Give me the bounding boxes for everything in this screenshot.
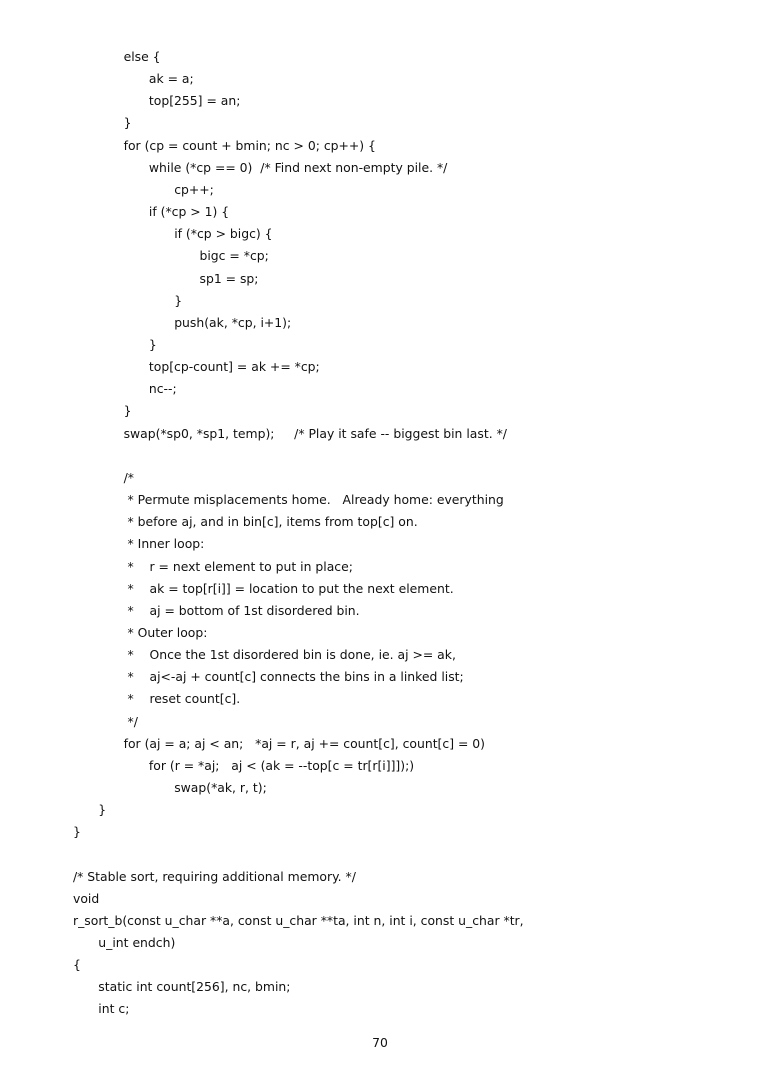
code-line: }	[174, 292, 183, 308]
code-line: }	[123, 115, 132, 131]
code-line: swap(*sp0, *sp1, temp); /* Play it safe -- biggest bin last. */	[123, 425, 507, 441]
code-line: * Outer loop:	[123, 624, 208, 640]
code-line: * Once the 1st disordered bin is done, ie. aj >= ak,	[123, 647, 456, 662]
code-line: * Permute misplacements home. Already home: everything	[123, 492, 504, 507]
code-line: top[255] = an;	[148, 93, 241, 109]
code-line: push(ak, *cp, i+1);	[174, 314, 292, 330]
code-line: for (aj = a; aj < an; *aj = r, aj += count[c], count[c] = 0)	[123, 735, 486, 751]
code-line: * before aj, and in bin[c], items from top[c] on.	[123, 514, 418, 530]
code-line: /* Stable sort, requiring additional memory. */	[73, 868, 356, 884]
code-line: if (*cp > 1) {	[148, 204, 230, 219]
code-line: void	[73, 890, 100, 906]
code-line: * ak = top[r[i]] = location to put the next element.	[123, 580, 454, 596]
code-line: top[cp-count] = ak += *cp;	[148, 359, 320, 375]
code-line: }	[73, 824, 81, 840]
code-line: for (cp = count + bmin; nc > 0; cp++) {	[123, 137, 376, 153]
code-line: */	[123, 713, 138, 729]
code-line: sp1 = sp;	[199, 270, 259, 286]
code-line: cp++;	[174, 181, 214, 197]
code-line: while (*cp == 0) /* Find next non-empty pile. */	[148, 159, 448, 175]
code-line: int c;	[98, 1001, 130, 1017]
code-line: u_int endch)	[98, 935, 176, 950]
page-number: 70	[372, 1035, 388, 1050]
code-line: else {	[123, 49, 161, 64]
code-line: for (r = *aj; aj < (ak = --top[c = tr[r[i]]]);)	[148, 757, 415, 773]
code-line: ak = a;	[148, 71, 194, 87]
code-line: * aj = bottom of 1st disordered bin.	[123, 602, 360, 618]
code-line: * Inner loop:	[123, 536, 205, 552]
code-line: * reset count[c].	[123, 691, 241, 707]
code-line: }	[123, 403, 132, 419]
code-line: * aj<-aj + count[c] connects the bins in a linked list;	[123, 669, 464, 685]
code-line: bigc = *cp;	[199, 248, 269, 264]
code-line: if (*cp > bigc) {	[174, 226, 273, 242]
code-line: static int count[256], nc, bmin;	[98, 979, 291, 995]
code-line: * r = next element to put in place;	[123, 558, 353, 574]
code-line: swap(*ak, r, t);	[174, 779, 267, 795]
code-line: {	[73, 957, 81, 973]
code-line: nc--;	[148, 381, 177, 397]
code-line: }	[98, 802, 107, 818]
code-line: /*	[123, 469, 134, 485]
code-line: }	[148, 336, 157, 352]
code-line: r_sort_b(const u_char **a, const u_char **ta, int n, int i, const u_char *tr,	[73, 912, 524, 928]
